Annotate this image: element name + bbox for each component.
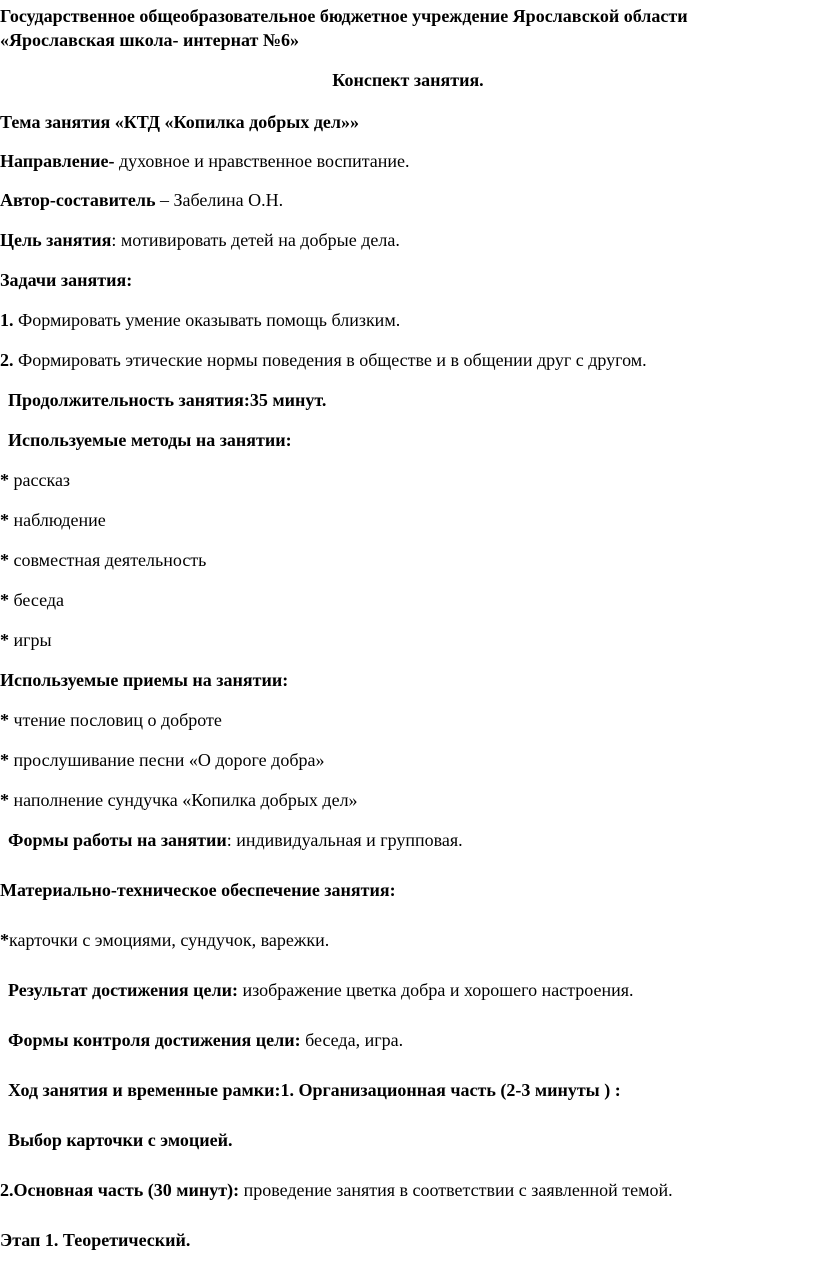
direction-value: духовное и нравственное воспитание. [114, 151, 410, 171]
technique-text: чтение пословиц о доброте [9, 710, 222, 730]
materials-heading: Материально-техническое обеспечение занятия: [0, 880, 396, 900]
main-part-value: проведение занятия в соответствии с заявленной темой. [239, 1180, 673, 1200]
goal-line [0, 229, 400, 251]
method-text: совместная деятельность [9, 550, 207, 570]
method-text: беседа [9, 590, 64, 610]
tasks-heading: Задачи занятия: [0, 270, 133, 290]
control-label: Формы контроля достижения цели: [8, 1030, 301, 1050]
control-line [8, 1029, 403, 1051]
technique-text: наполнение сундучка «Копилка добрых дел» [9, 790, 358, 810]
bullet-asterisk: * [0, 710, 9, 730]
institution-name-line2: «Ярославская школа- интернат №6» [0, 30, 299, 50]
task-number: 2. [0, 350, 14, 370]
document-title: Конспект занятия. [332, 70, 484, 90]
techniques-heading: Используемые приемы на занятии: [0, 670, 289, 690]
technique-item [0, 749, 324, 771]
task-number: 1. [0, 310, 14, 330]
bullet-asterisk: * [0, 550, 9, 570]
author-line [0, 189, 283, 211]
method-text: наблюдение [9, 510, 106, 530]
method-item [0, 589, 64, 611]
main-part-label: 2.Основная часть (30 минут): [0, 1180, 240, 1200]
task-item [0, 349, 647, 371]
bullet-asterisk: * [0, 510, 9, 530]
methods-heading: Используемые методы на занятии: [8, 430, 292, 450]
goal-label: Цель занятия [0, 230, 112, 250]
work-forms-label: Формы работы на занятии [8, 830, 227, 850]
bullet-asterisk: * [0, 590, 9, 610]
method-item [0, 469, 70, 491]
task-text: Формировать этические нормы поведения в обществе и в общении друг с другом. [13, 350, 647, 370]
materials-value: карточки с эмоциями, сундучок, варежки. [9, 930, 330, 950]
stage1-heading: Этап 1. Теоретический. [0, 1230, 191, 1250]
author-value: – Забелина О.Н. [155, 190, 284, 210]
card-choice-line: Выбор карточки с эмоцией. [8, 1130, 233, 1150]
bullet-asterisk: * [0, 930, 9, 950]
author-label: Автор-составитель [0, 190, 156, 210]
technique-text: прослушивание песни «О дороге добра» [9, 750, 325, 770]
method-item [0, 629, 52, 651]
control-value: беседа, игра. [300, 1030, 404, 1050]
work-forms-line [8, 829, 463, 851]
method-item [0, 549, 206, 571]
work-forms-value: : индивидуальная и групповая. [226, 830, 463, 850]
institution-name-line1: Государственное общеобразовательное бюджетное учреждение Ярославской области [0, 6, 688, 26]
duration-line: Продолжительность занятия:35 минут. [8, 390, 327, 410]
task-text: Формировать умение оказывать помощь близким. [13, 310, 401, 330]
bullet-asterisk: * [0, 630, 9, 650]
materials-line [0, 929, 329, 951]
result-value: изображение цветка добра и хорошего настроения. [237, 980, 634, 1000]
main-part-line [0, 1179, 673, 1201]
goal-value: : мотивировать детей на добрые дела. [111, 230, 400, 250]
lesson-theme: Тема занятия «КТД «Копилка добрых дел»» [0, 112, 360, 132]
direction-label: Направление- [0, 151, 115, 171]
course-line: Ход занятия и временные рамки:1. Организационная часть (2-3 минуты ) : [8, 1080, 621, 1100]
method-item [0, 509, 106, 531]
bullet-asterisk: * [0, 790, 9, 810]
task-item [0, 309, 400, 331]
direction-line [0, 150, 410, 172]
result-line [8, 979, 634, 1001]
technique-item [0, 709, 222, 731]
method-text: рассказ [9, 470, 71, 490]
technique-item [0, 789, 358, 811]
method-text: игры [9, 630, 52, 650]
bullet-asterisk: * [0, 750, 9, 770]
bullet-asterisk: * [0, 470, 9, 490]
result-label: Результат достижения цели: [8, 980, 238, 1000]
